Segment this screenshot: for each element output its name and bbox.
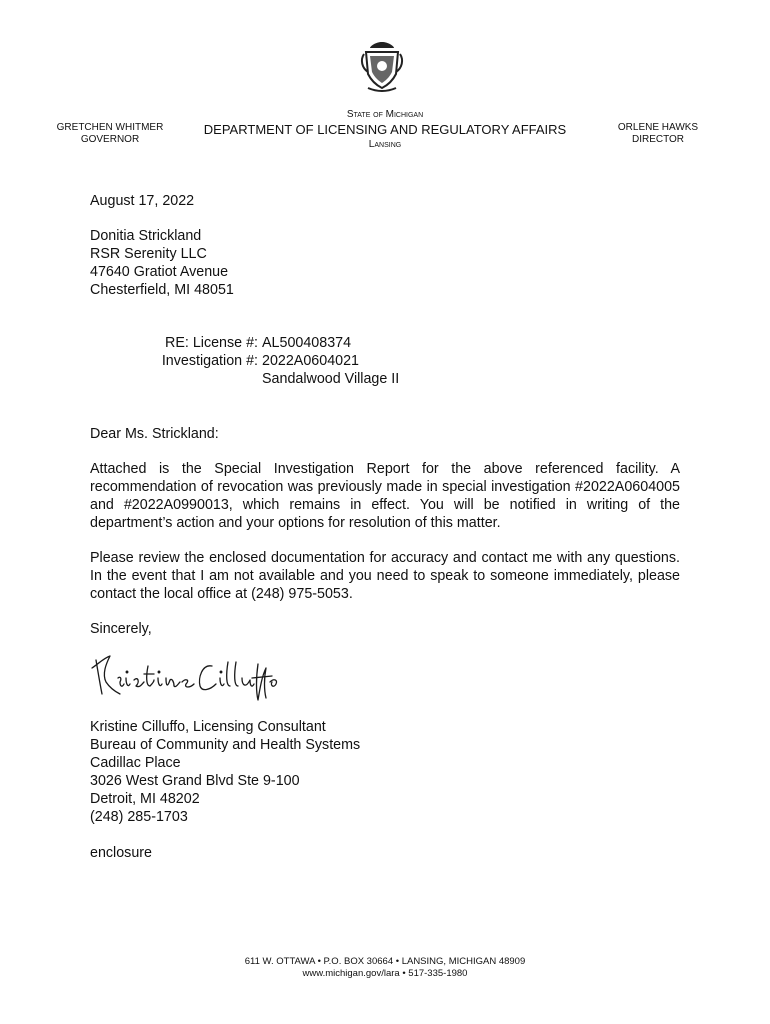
sender-line: Detroit, MI 48202: [90, 791, 200, 807]
recipient-line: RSR Serenity LLC: [90, 246, 207, 262]
paragraph-report: Attached is the Special Investigation Report for the above referenced facility. A recommendation of revocation was previously made in special investigation #2022A0604005 and #2022A0990013, which remains in effect. You will be notified in writing of the department’s action and your options for resolution of this matter.: [90, 461, 680, 531]
recipient-line: Donitia Strickland: [90, 228, 202, 244]
recipient-address: [90, 227, 234, 299]
recipient-line: Chesterfield, MI 48051: [90, 282, 234, 298]
footer: [0, 956, 770, 980]
director-title: DIRECTOR: [631, 134, 685, 145]
header-director: [598, 122, 718, 146]
paragraph-contact: Please review the enclosed documentation for accuracy and contact me with any questions. In the event that I am not available and you need to speak to someone immediately, please contact the local office at (248) 975-5053.: [90, 550, 680, 602]
investigation-number: 2022A0604021: [262, 353, 359, 369]
signature-image: [86, 648, 286, 704]
state-name: State of Michigan: [346, 109, 424, 120]
header-department: [180, 108, 590, 152]
sender-line: Kristine Cilluffo, Licensing Consultant: [90, 719, 326, 735]
sender-line: (248) 285-1703: [90, 809, 188, 825]
license-number: AL500408374: [262, 335, 352, 351]
license-label: RE: License #:: [165, 335, 258, 351]
re-labels: [140, 334, 258, 370]
enclosure-note: enclosure: [90, 845, 152, 861]
footer-contact: www.michigan.gov/lara • 517-335-1980: [302, 968, 468, 979]
facility-name: Sandalwood Village II: [262, 371, 400, 387]
sender-line: 3026 West Grand Blvd Ste 9-100: [90, 773, 300, 789]
closing: Sincerely,: [90, 621, 152, 637]
letter-date: August 17, 2022: [90, 193, 195, 209]
sender-block: [90, 718, 360, 826]
sender-line: Cadillac Place: [90, 755, 181, 771]
director-name: ORLENE HAWKS: [617, 122, 699, 133]
header-governor: [40, 122, 180, 146]
department-name: DEPARTMENT OF LICENSING AND REGULATORY AFFAIRS: [203, 122, 567, 137]
salutation: Dear Ms. Strickland:: [90, 426, 219, 442]
sender-line: Bureau of Community and Health Systems: [90, 737, 361, 753]
investigation-label: Investigation #:: [161, 353, 258, 369]
governor-name: GRETCHEN WHITMER: [56, 122, 164, 133]
city-name: Lansing: [368, 139, 402, 150]
recipient-line: 47640 Gratiot Avenue: [90, 264, 229, 280]
re-values: [262, 334, 399, 388]
governor-title: GOVERNOR: [80, 134, 140, 145]
footer-address: 611 W. OTTAWA • P.O. BOX 30664 • LANSING, MICHIGAN 48909: [244, 956, 526, 967]
state-seal-icon: [358, 38, 406, 94]
